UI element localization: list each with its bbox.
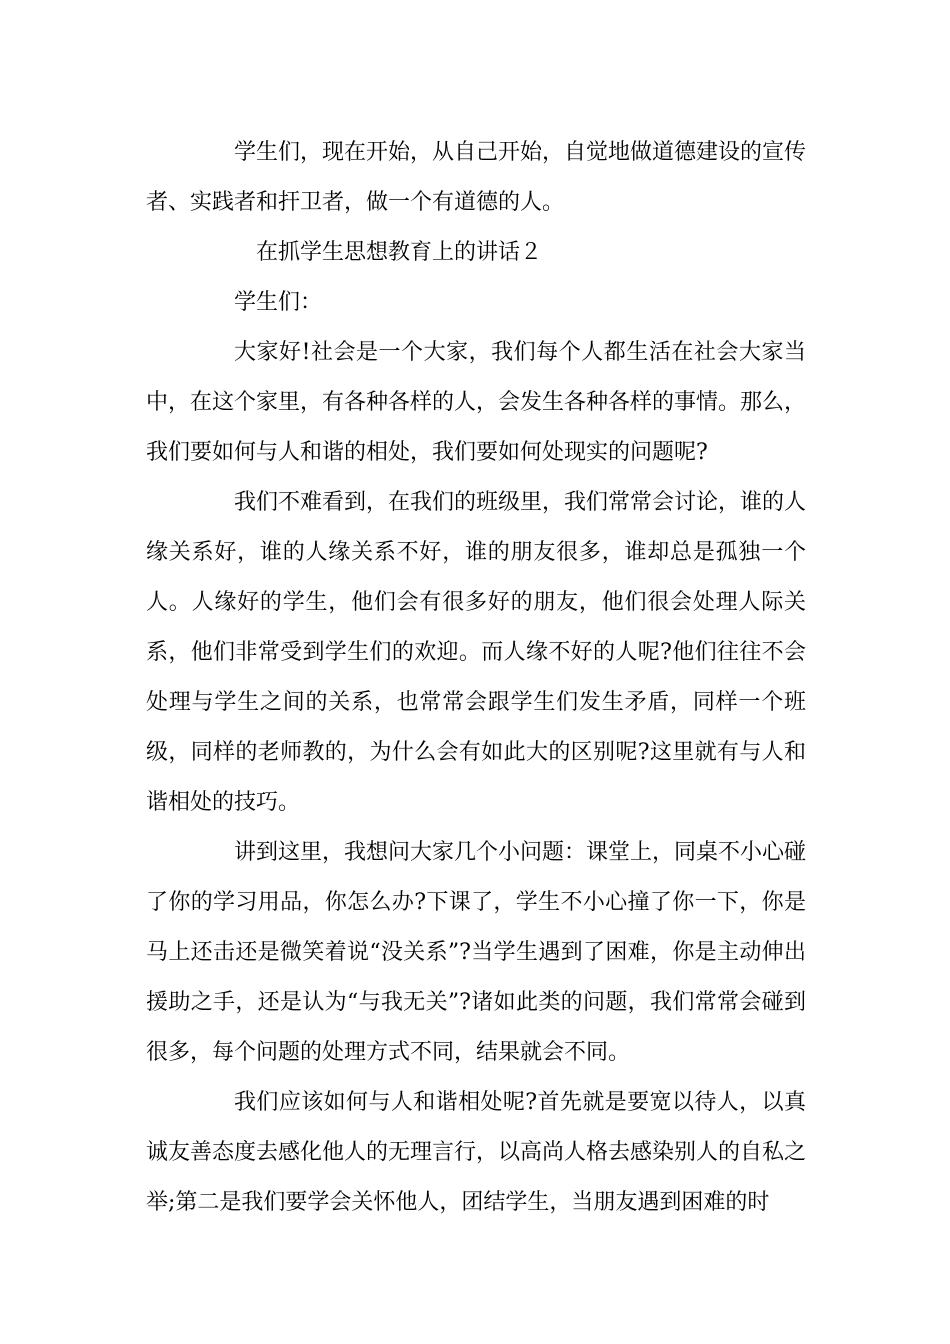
paragraph-2: 大家好!社会是一个大家，我们每个人都生活在社会大家当中，在这个家里，有各种各样的人，会发生各种各样的事情。那么，我们要如何与人和谐的相处，我们要如何处现实的问题呢? [146, 340, 807, 465]
paragraph-3: 我们不难看到，在我们的班级里，我们常常会讨论，谁的人缘关系好，谁的人缘关系不好，谁的朋友很多，谁却总是孤独一个人。人缘好的学生，他们会有很多好的朋友，他们很会处理人际关系，他们非常受到学生们的欢迎。而人缘不好的人呢?他们往往不会处理与学生之间的关系，也常常会跟学生们发生矛盾，同样一个班级，同样的老师教的，为什么会有如此大的区别呢?这里就有与人和谐相处的技巧。 [146, 490, 807, 815]
paragraph-1: 学生们，现在开始，从自己开始，自觉地做道德建设的宣传者、实践者和扞卫者，做一个有道德的人。 [146, 140, 807, 215]
salutation: 学生们： [234, 290, 323, 315]
paragraph-4: 讲到这里，我想问大家几个小问题：课堂上，同桌不小心碰了你的学习用品，你怎么办?下课了，学生不小心撞了你一下，你是马上还击还是微笑着说“没关系”?当学生遇到了困难，你是主动伸出援助之手，还是认为“与我无关”?诸如此类的问题，我们常常会碰到很多，每个问题的处理方式不同，结果就会不同。 [146, 840, 807, 1065]
document-body [146, 128, 806, 1228]
paragraph-5: 我们应该如何与人和谐相处呢?首先就是要宽以待人，以真诚友善态度去感化他人的无理言行，以高尚人格去感染别人的自私之举;第二是我们要学会关怀他人，团结学生，当朋友遇到困难的时 [146, 1090, 807, 1215]
section-heading: 在抓学生思想教育上的讲话２ [256, 240, 543, 265]
